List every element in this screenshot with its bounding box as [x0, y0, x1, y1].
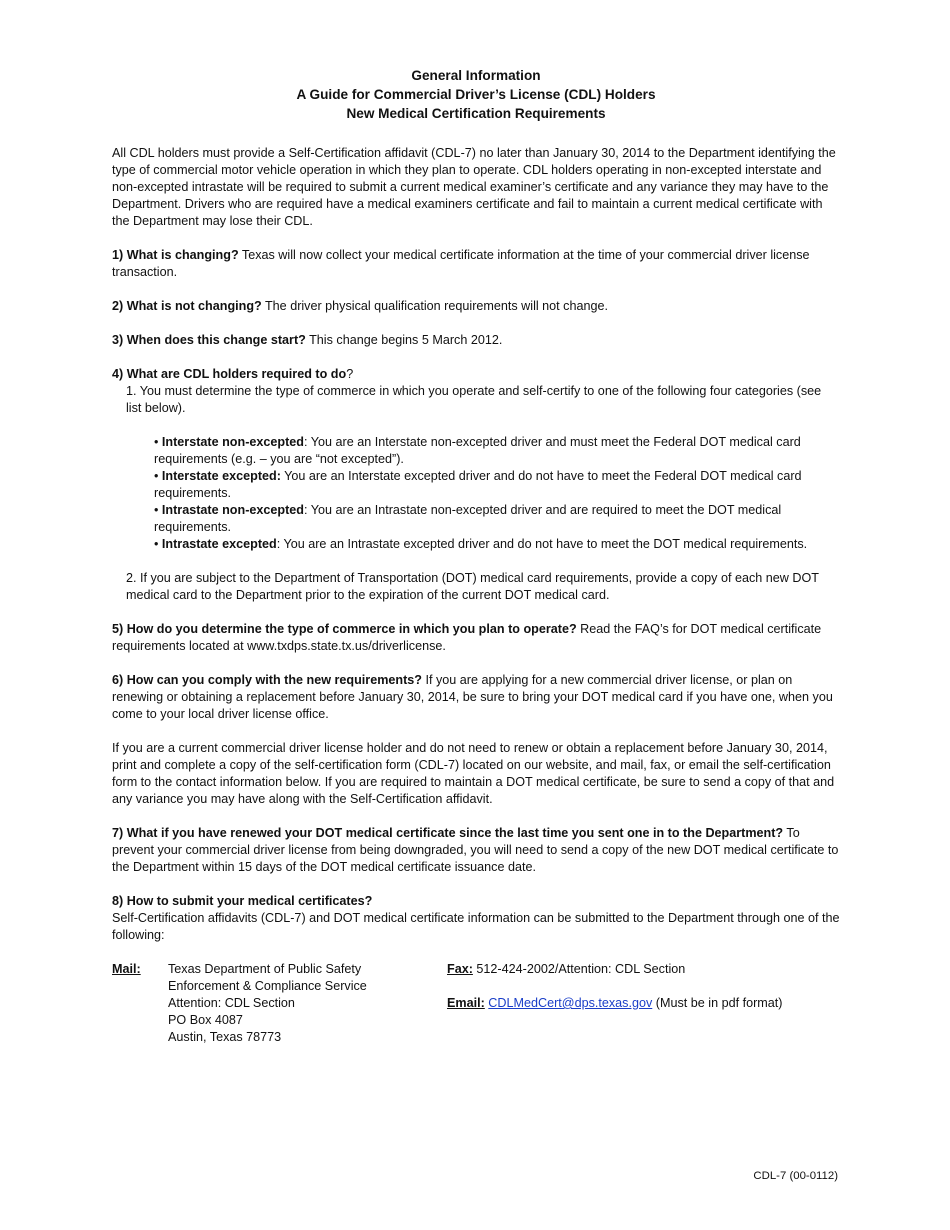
answer-7: To prevent your commercial driver license from being downgraded, you will need to send a copy of the new DOT medical certificate to the Department within 15 days of the DOT medical certificate issuance date.: [112, 826, 839, 874]
section-7: [112, 825, 840, 876]
question-4: 4) What are CDL holders required to do: [112, 367, 347, 381]
document-page: [112, 66, 840, 1051]
section-5: [112, 621, 840, 655]
question-4-end: ?: [346, 367, 354, 381]
fax-label: Fax:: [447, 962, 473, 976]
email-link[interactable]: CDLMedCert@dps.texas.gov: [488, 996, 653, 1010]
fax-value: 512-424-2002/Attention: CDL Section: [472, 962, 686, 976]
category-term: Interstate non-excepted: [161, 435, 304, 449]
title-requirements: New Medical Certification Requirements: [346, 106, 606, 121]
section-1: [112, 247, 840, 281]
category-term: Intrastate non-excepted: [161, 503, 304, 517]
mail-address: [168, 961, 367, 1046]
question-7: 7) What if you have renewed your DOT medical certificate since the last time you sent one in to the Department?: [112, 826, 784, 840]
answer-3: This change begins 5 March 2012.: [305, 333, 503, 347]
category-desc: : You are an Interstate non-excepted driver and must meet the Federal DOT medical card requirements (e.g. – you are “not excepted”).: [154, 435, 801, 466]
mail-line: Austin, Texas 78773: [168, 1030, 282, 1044]
step-1: 1. You must determine the type of commerce in which you operate and self-certify to one of the following four categories (see list below).: [126, 384, 822, 415]
category-desc: You are an Interstate excepted driver and do not have to meet the Federal DOT medical card requirements.: [154, 469, 802, 500]
question-1: 1) What is changing?: [112, 248, 239, 262]
answer-2: The driver physical qualification requirements will not change.: [261, 299, 608, 313]
mail-line: Texas Department of Public Safety: [168, 962, 362, 976]
category-desc: : You are an Intrastate excepted driver and do not have to meet the DOT medical requirements.: [276, 537, 808, 551]
form-number: CDL-7 (00-0112): [753, 1170, 838, 1182]
list-item: • Intrastate excepted: You are an Intrastate excepted driver and do not have to meet the DOT medical requirements.: [154, 537, 808, 551]
intro-paragraph: All CDL holders must provide a Self-Certification affidavit (CDL-7) no later than January 30, 2014 to the Department identifying the type of commercial motor vehicle operation in which they plan to operate. CDL holders operating in non-excepted interstate and non-excepted intrastate will be required to submit a current medical examiner’s certificate and any variance they may have to the Department. Drivers who are required have a medical examiners certificate and fail to maintain a current medical certificate with the Department may lose their CDL.: [112, 146, 836, 228]
section-8: [112, 893, 840, 910]
list-item: • Interstate excepted: You are an Interstate excepted driver and do not have to meet the Federal DOT medical card requirements.: [154, 469, 802, 500]
email-label: Email:: [447, 996, 485, 1010]
question-6: 6) How can you comply with the new requirements?: [112, 673, 422, 687]
section-2: [112, 298, 840, 315]
title-guide: A Guide for Commercial Driver’s License (CDL) Holders: [296, 87, 656, 102]
mail-line: Attention: CDL Section: [168, 996, 295, 1010]
question-3: 3) When does this change start?: [112, 333, 306, 347]
question-2: 2) What is not changing?: [112, 299, 262, 313]
section-6: [112, 672, 840, 723]
question-8: 8) How to submit your medical certificates?: [112, 894, 373, 908]
contact-info: [112, 961, 840, 1051]
title-general-information: General Information: [411, 68, 541, 83]
answer-6: If you are applying for a new commercial driver license, or plan on renewing or obtaining a replacement before January 30, 2014, be sure to bring your DOT medical card if you have one, when you come to your local driver license office.: [112, 673, 833, 721]
list-item: • Intrastate non-excepted: You are an Intrastate non-excepted driver and are required to meet the DOT medical requirements.: [154, 503, 782, 534]
list-item: • Interstate non-excepted: You are an Interstate non-excepted driver and must meet the Federal DOT medical card requirements (e.g. – you are “not excepted”).: [154, 435, 801, 466]
category-desc: : You are an Intrastate non-excepted driver and are required to meet the DOT medical requirements.: [154, 503, 782, 534]
mail-label: Mail:: [112, 962, 141, 976]
fax-contact: [447, 961, 685, 978]
category-term: Intrastate excepted: [161, 537, 277, 551]
answer-1: Texas will now collect your medical certificate information at the time of your commercial driver license transaction.: [112, 248, 810, 279]
category-term: Interstate excepted:: [161, 469, 281, 483]
question-5: 5) How do you determine the type of commerce in which you plan to operate?: [112, 622, 577, 636]
category-list: [154, 434, 840, 553]
answer-5: Read the FAQ’s for DOT medical certificate requirements located at www.txdps.state.tx.us/driverlicense.: [112, 622, 822, 653]
mail-line: PO Box 4087: [168, 1013, 243, 1027]
email-note: (Must be in pdf format): [652, 996, 783, 1010]
section-4: [112, 366, 840, 383]
step-2: 2. If you are subject to the Department of Transportation (DOT) medical card requirements, provide a copy of each new DOT medical card to the Department prior to the expiration of the current DOT medical card.: [126, 571, 819, 602]
section-6-paragraph-2: If you are a current commercial driver license holder and do not need to renew or obtain a replacement before January 30, 2014, print and complete a copy of the self-certification form (CDL-7) located on our website, and mail, fax, or email the self-certification form to the contact information below. If you are required to maintain a DOT medical certificate, be sure to send a copy of that and any variance you may have along with the Self-Certification affidavit.: [112, 741, 835, 806]
section-3: [112, 332, 840, 349]
email-contact: [447, 995, 782, 1012]
mail-line: Enforcement & Compliance Service: [168, 979, 367, 993]
answer-8: Self-Certification affidavits (CDL-7) and DOT medical certificate information can be submitted to the Department through one of the following:: [112, 911, 840, 942]
